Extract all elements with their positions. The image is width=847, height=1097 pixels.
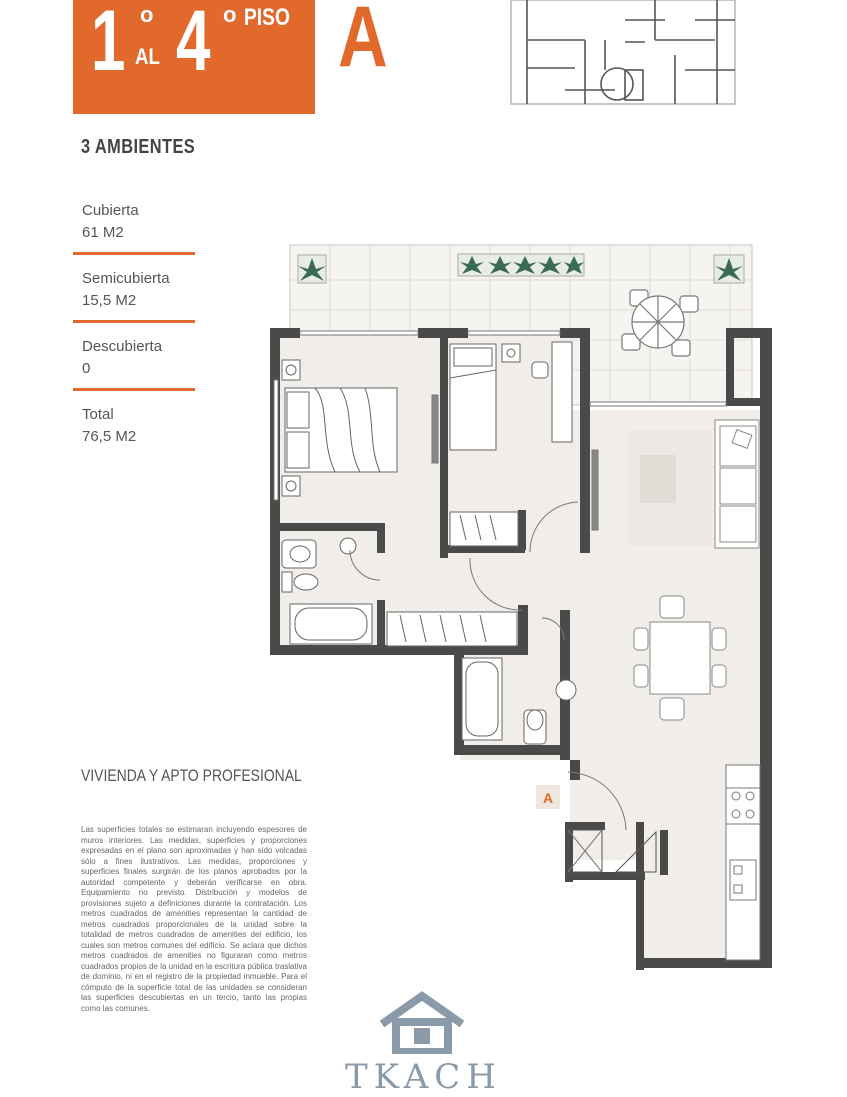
entrance-label: A <box>542 790 554 806</box>
area-divider <box>73 388 195 391</box>
area-list <box>73 200 195 472</box>
key-plan <box>505 0 741 106</box>
plant-icon <box>714 255 744 283</box>
area-divider <box>73 252 195 255</box>
stove-icon <box>726 765 760 960</box>
area-value: 61 M2 <box>82 224 124 241</box>
area-divider <box>73 320 195 323</box>
floor-from: 1 <box>91 0 126 89</box>
area-item-cubierta <box>73 200 195 268</box>
area-value: 0 <box>82 360 91 377</box>
unit-letter: A <box>338 0 388 85</box>
area-label: Descubierta <box>82 338 163 355</box>
area-item-semicubierta <box>73 268 195 336</box>
area-label: Semicubierta <box>82 270 170 287</box>
floor-badge <box>73 0 315 114</box>
area-item-total <box>73 404 195 472</box>
sofa-icon <box>628 420 759 548</box>
house-logo-icon <box>340 990 510 1054</box>
disclaimer-text: Las superficies totales se estimaran incluyendo espesores de muros interiores. Las medidas, superficies y proporciones expresadas en el plano son aproximadas y han sido volcadas sólo a fines ilustrativos. Las medidas, proporciones y superficies finales surgirán de los planos aprobados por la autoridad competente y deberán verificarse en obra. Equipamiento no previsto. Distribución y modelos de provisiones sujeto a definiciones durante la contratación. Los metros cuadrados de amenities representan la cantidad de metros cuadrados proporcionales de la unidad sobre la totalidad de metros cuadrados de amenities del edificio, los cuales son metros comunes del edificio. Se aclara que dichos metros cuadrados de amenities no figuraran como metros cuadrados propios de la unidad en la escritura pública traslativa de dominio, ni en el registro de la propiedad inmueble. Para el cómputo de la superficie total de las unidades se consideran las superficies descubiertas en un tercio, tanto las propias como las comunes. <box>81 825 307 1013</box>
ambientes-title: 3 AMBIENTES <box>81 136 196 158</box>
area-value: 15,5 M2 <box>82 292 137 309</box>
area-value: 76,5 M2 <box>82 428 137 445</box>
area-label: Cubierta <box>82 202 139 219</box>
plant-icon <box>298 255 326 283</box>
floor-plan <box>260 240 772 975</box>
brand-name: TKACH <box>345 1057 502 1097</box>
floor-to: 4 <box>176 0 211 89</box>
floor-to-sup: o <box>223 2 237 27</box>
area-label: Total <box>82 406 114 423</box>
plant-icon <box>458 254 584 276</box>
area-item-descubierta <box>73 336 195 404</box>
floor-al: AL <box>135 44 160 69</box>
piso-label: PISO <box>244 4 290 31</box>
floor-from-sup: o <box>140 2 154 27</box>
vivienda-title: VIVIENDA Y APTO PROFESIONAL <box>81 766 302 785</box>
